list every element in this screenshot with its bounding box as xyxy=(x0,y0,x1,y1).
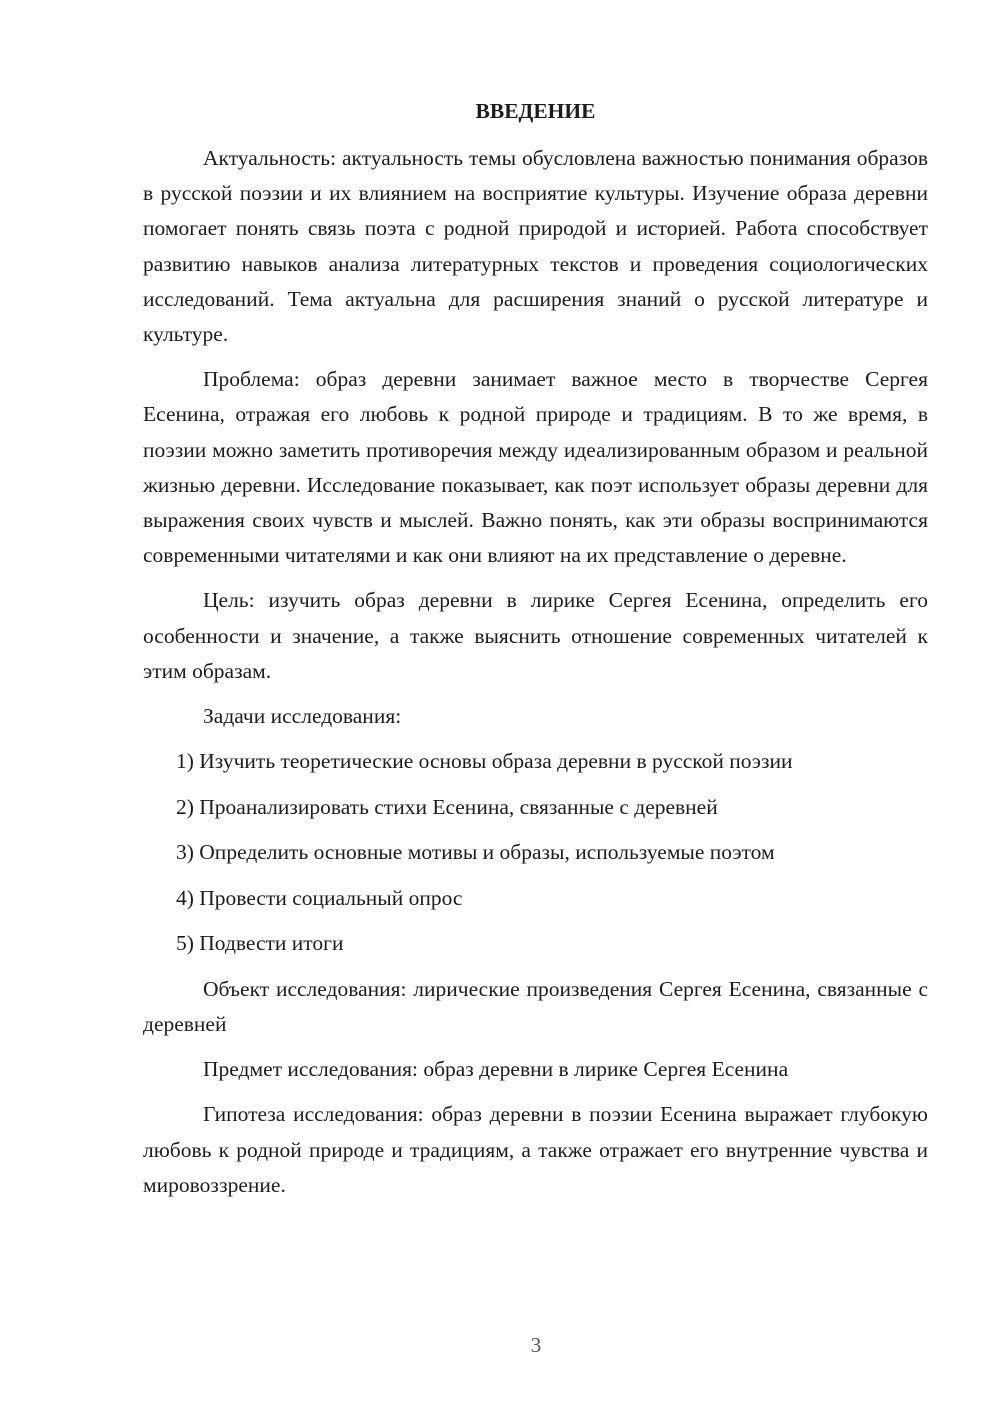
paragraph-goal: Цель: изучить образ деревни в лирике Сергея Есенина, определить его особенности и значение, а также выяснить отношение современных читателей к этим образам. xyxy=(143,588,928,683)
paragraph-hypothesis: Гипотеза исследования: образ деревни в поэзии Есенина выражает глубокую любовь к родной природе и традициям, а также отражает его внутренние чувства и мировоззрение. xyxy=(143,1102,928,1197)
task-item-5: 5) Подвести итоги xyxy=(176,931,344,956)
task-item-2: 2) Проанализировать стихи Есенина, связанные с деревней xyxy=(176,794,718,819)
section-title: ВВЕДЕНИЕ xyxy=(475,99,596,123)
task-item-4: 4) Провести социальный опрос xyxy=(176,885,463,910)
paragraph-relevance: Актуальность: актуальность темы обусловлена важностью понимания образов в русской поэзии и их влиянием на восприятие культуры. Изучение образа деревни помогает понять связь поэта с родной природой и историей. Работа способствует развитию навыков анализа литературных текстов и проведения социологических исследований. Тема актуальна для расширения знаний о русской литературе и культуре. xyxy=(143,146,928,347)
page-number: 3 xyxy=(530,1333,542,1357)
tasks-list xyxy=(143,744,928,961)
paragraph-subject: Предмет исследования: образ деревни в лирике Сергея Есенина xyxy=(203,1057,789,1082)
document-page xyxy=(143,94,928,1213)
task-item-3: 3) Определить основные мотивы и образы, используемые поэтом xyxy=(176,840,775,865)
task-item-1: 1) Изучить теоретические основы образа деревни в русской поэзии xyxy=(176,749,793,774)
tasks-heading: Задачи исследования: xyxy=(203,704,402,729)
paragraph-object: Объект исследования: лирические произведения Сергея Есенина, связанные с деревней xyxy=(143,976,928,1036)
paragraph-problem: Проблема: образ деревни занимает важное место в творчестве Сергея Есенина, отражая его любовь к родной природе и традициям. В то же время, в поэзии можно заметить противоречия между идеализированным образом и реальной жизнью деревни. Исследование показывает, как поэт использует образы деревни для выражения своих чувств и мыслей. Важно понять, как эти образы воспринимаются современными читателями и как они влияют на их представление о деревне. xyxy=(143,367,928,568)
